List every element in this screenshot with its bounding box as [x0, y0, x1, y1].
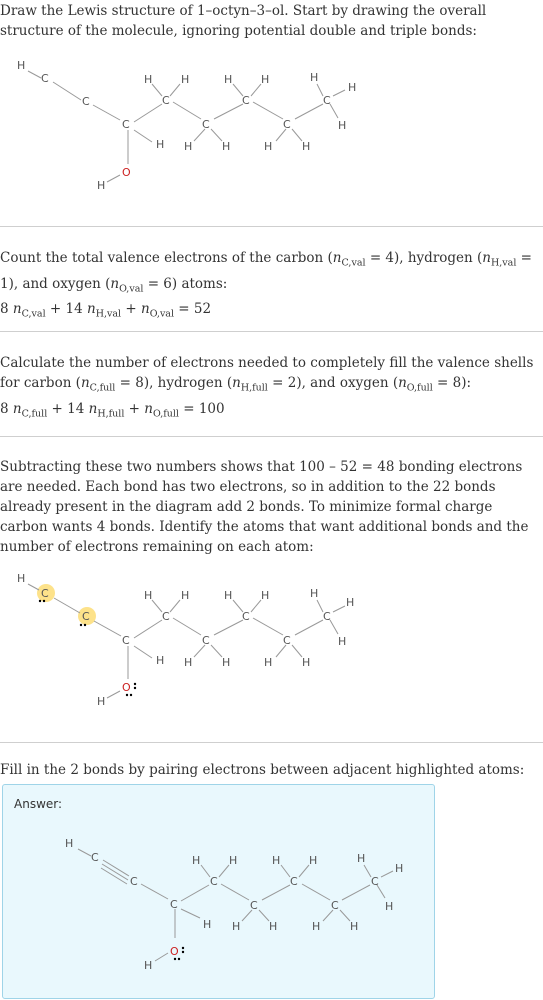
atom-O: O: [170, 945, 179, 958]
atom-H: H: [97, 179, 106, 192]
step-4-text: Subtracting these two numbers shows that 100 – 52 = 48 bonding electrons are needed. Each bond has two electrons, so in addition to the 22 bonds already present in the diagram add 2 bonds. To minimize formal charge carbon wants 4 bonds. Identify the atoms that want additional bonds and the number of electrons remaining on each atom:: [0, 459, 529, 555]
atom-H: H: [261, 73, 270, 86]
atom-H: H: [312, 920, 321, 933]
step-2-text: [0, 248, 543, 299]
lone-electron: [134, 687, 136, 689]
step-1-text: Draw the Lewis structure of 1–octyn–3–ol. Start by drawing the overall structure of the molecule, ignoring potential double and triple bonds:: [0, 3, 487, 39]
atom-C: C: [41, 587, 49, 600]
atom-C: C: [210, 875, 218, 888]
atom-H: H: [184, 656, 193, 669]
var-n: n: [398, 375, 407, 391]
molecule-diagram-final: [3, 785, 434, 998]
atom-H: H: [338, 119, 347, 132]
atom-H: H: [144, 589, 153, 602]
step-1: [0, 1, 543, 41]
lone-electron: [134, 683, 136, 685]
var-n: n: [332, 250, 342, 266]
atom-C: C: [242, 610, 250, 623]
atom-O: O: [122, 166, 131, 179]
atom-C: C: [202, 634, 210, 647]
atom-H: H: [203, 918, 212, 931]
atom-H: H: [264, 656, 273, 669]
atom-H: H: [310, 71, 319, 84]
var-n: n: [12, 301, 22, 318]
full-shell-equation: [0, 399, 543, 425]
atom-H: H: [192, 854, 201, 867]
atom-H: H: [181, 73, 190, 86]
subscript: H,full: [97, 408, 125, 420]
atom-H: H: [17, 572, 26, 585]
value: = 1: [0, 250, 532, 292]
atom-C: C: [82, 610, 90, 623]
lone-electron: [130, 694, 132, 696]
subscript: C,val: [21, 309, 46, 321]
step-5-text: Fill in the 2 bonds by pairing electrons between adjacent highlighted atoms:: [0, 762, 525, 778]
atom-C: C: [162, 94, 170, 107]
step-3-text: [0, 353, 543, 399]
divider: [0, 436, 543, 437]
molecule-diagram-2: [0, 568, 380, 718]
atom-H: H: [17, 59, 26, 72]
atom-C: C: [323, 94, 331, 107]
subscript: C,val: [341, 257, 366, 269]
step-3: [0, 353, 543, 424]
answer-label: Answer:: [14, 797, 63, 811]
value: = 4: [365, 250, 395, 266]
atom-H: H: [97, 695, 106, 708]
atom-H: H: [264, 140, 273, 153]
atom-H: H: [272, 854, 281, 867]
atom-C: C: [162, 610, 170, 623]
var-n: n: [140, 301, 150, 318]
atom-H: H: [222, 140, 231, 153]
atom-H: H: [224, 589, 233, 602]
divider: [0, 226, 543, 227]
atom-C: C: [41, 72, 49, 85]
result: = 100: [178, 400, 225, 417]
atom-O: O: [122, 681, 131, 694]
var-n: n: [87, 301, 96, 318]
text-fragment: ), hydrogen (: [394, 250, 483, 266]
lone-electron: [182, 947, 184, 949]
atom-C: C: [283, 118, 291, 131]
text-fragment: ):: [461, 375, 472, 391]
atom-H: H: [156, 138, 165, 151]
atom-H: H: [184, 140, 193, 153]
coef: +: [121, 301, 141, 318]
lone-electron: [84, 624, 86, 626]
subscript: H,val: [95, 309, 122, 321]
lone-electron: [80, 624, 82, 626]
atom-H: H: [229, 854, 238, 867]
lone-electron: [178, 958, 180, 960]
text-fragment: Calculate the number of electrons needed to completely fill the valence shells for carbon (: [0, 355, 534, 391]
value: = 6: [143, 275, 172, 292]
subscript: O,full: [406, 382, 433, 394]
atom-H: H: [144, 959, 153, 972]
atom-C: C: [242, 94, 250, 107]
atom-H: H: [65, 837, 74, 850]
step-4: [0, 457, 543, 557]
atom-H: H: [144, 73, 153, 86]
atom-H: H: [156, 654, 165, 667]
text-fragment: ), and oxygen (: [296, 375, 399, 391]
var-n: n: [88, 400, 98, 417]
subscript: C,full: [21, 408, 48, 420]
coef: + 14: [47, 400, 89, 417]
divider: [0, 742, 543, 743]
coef: 8: [0, 400, 13, 417]
valence-equation: [0, 299, 543, 325]
atom-H: H: [261, 589, 270, 602]
lone-electron: [43, 600, 45, 602]
divider: [0, 331, 543, 332]
molecule-diagram-1: [0, 52, 380, 202]
atom-C: C: [250, 899, 258, 912]
text-fragment: ), and oxygen (: [8, 275, 111, 292]
value: = 8: [115, 375, 144, 391]
atom-C: C: [130, 875, 138, 888]
atom-H: H: [350, 920, 359, 933]
atom-C: C: [283, 634, 291, 647]
var-n: n: [12, 400, 22, 417]
atom-H: H: [346, 596, 355, 609]
step-5: [0, 760, 543, 780]
var-n: n: [110, 275, 120, 292]
var-n: n: [232, 375, 241, 391]
atom-C: C: [331, 899, 339, 912]
atom-H: H: [222, 656, 231, 669]
atom-C: C: [371, 875, 379, 888]
atom-H: H: [348, 81, 357, 94]
lone-electron: [126, 694, 128, 696]
atom-C: C: [91, 851, 99, 864]
atom-C: C: [290, 875, 298, 888]
answer-box: [2, 784, 435, 999]
lone-electron: [174, 958, 176, 960]
atom-H: H: [269, 920, 278, 933]
atom-H: H: [302, 140, 311, 153]
atom-H: H: [181, 589, 190, 602]
lone-electron: [182, 951, 184, 953]
step-2: [0, 248, 543, 325]
subscript: O,val: [149, 309, 175, 321]
subscript: H,full: [240, 382, 268, 394]
subscript: O,full: [152, 408, 179, 420]
atom-H: H: [395, 862, 404, 875]
atom-H: H: [357, 852, 366, 865]
var-n: n: [482, 250, 491, 266]
value: = 8: [432, 375, 462, 391]
coef: +: [124, 400, 145, 417]
atom-H: H: [338, 635, 347, 648]
result: = 52: [174, 301, 212, 318]
atom-H: H: [385, 900, 394, 913]
atom-H: H: [232, 920, 241, 933]
atom-H: H: [224, 73, 233, 86]
coef: 8: [0, 301, 13, 318]
subscript: C,full: [89, 382, 116, 394]
atom-C: C: [122, 634, 130, 647]
coef: + 14: [45, 301, 87, 318]
var-n: n: [144, 400, 153, 417]
atom-H: H: [302, 656, 311, 669]
atom-C: C: [323, 610, 331, 623]
atom-H: H: [310, 587, 319, 600]
text-fragment: ) atoms:: [171, 275, 228, 292]
var-n: n: [80, 375, 90, 391]
atom-C: C: [202, 118, 210, 131]
atom-H: H: [309, 854, 318, 867]
subscript: O,val: [119, 283, 144, 295]
text-fragment: Count the total valence electrons of the carbon (: [0, 250, 333, 266]
atom-C: C: [170, 898, 178, 911]
subscript: H,val: [491, 257, 517, 269]
value: = 2: [267, 375, 297, 391]
atom-C: C: [82, 95, 90, 108]
lone-electron: [39, 600, 41, 602]
atom-C: C: [122, 118, 130, 131]
text-fragment: ), hydrogen (: [143, 375, 233, 391]
